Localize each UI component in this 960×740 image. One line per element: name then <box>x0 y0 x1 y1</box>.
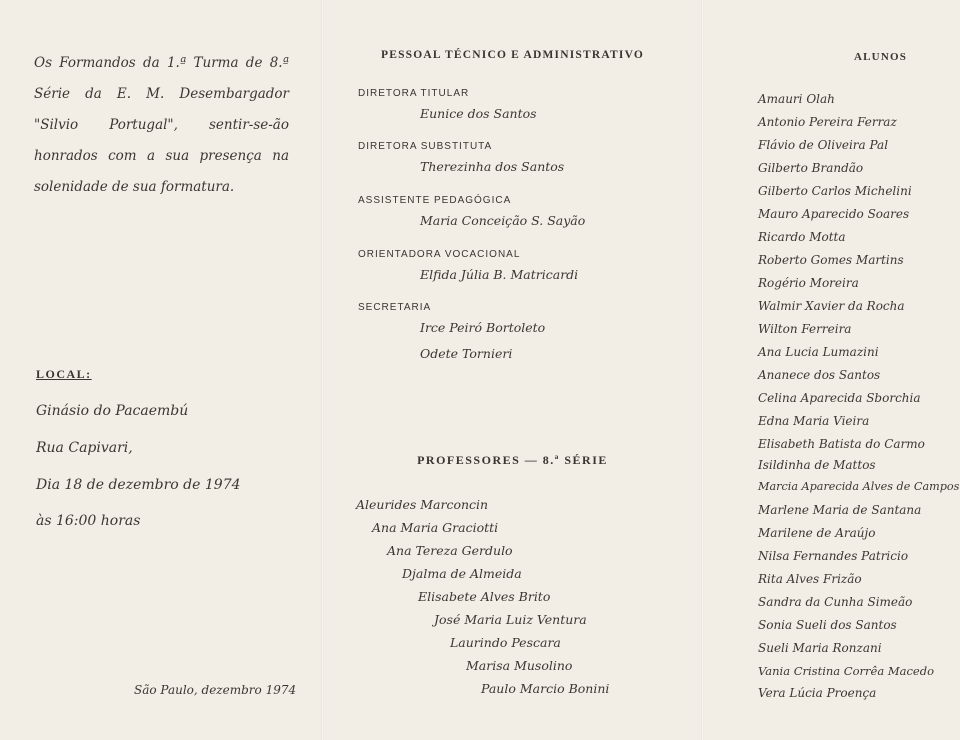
students-heading: ALUNOS <box>854 51 908 63</box>
student-name: Vera Lúcia Proença <box>758 686 877 700</box>
student-name: Amauri Olah <box>758 92 835 106</box>
local-date: Dia 18 de dezembro de 1974 <box>36 477 241 493</box>
student-name: Edna Maria Vieira <box>758 414 870 428</box>
panel-students <box>704 0 960 740</box>
role-label: ORIENTADORA VOCACIONAL <box>358 249 521 260</box>
student-name: Sueli Maria Ronzani <box>758 641 882 655</box>
invitation-text: Os Formandos da 1.ª Turma de 8.ª Série da E. M. Desembargador "Silvio Portugal", sentir-se-ão honrados com a sua presença na solenidade de sua formatura. <box>34 55 289 195</box>
local-street: Rua Capivari, <box>36 440 133 456</box>
student-name: Mauro Aparecido Soares <box>758 207 910 221</box>
professor-name: Ana Maria Graciotti <box>372 520 499 535</box>
student-name: Gilberto Carlos Michelini <box>758 184 912 198</box>
local-label: LOCAL: <box>36 367 92 381</box>
student-name: Nilsa Fernandes Patricio <box>758 549 909 563</box>
staff-name: Maria Conceição S. Sayão <box>420 213 586 228</box>
place-date: São Paulo, dezembro 1974 <box>134 683 297 697</box>
student-name: Marlene Maria de Santana <box>758 503 922 517</box>
professor-name: Laurindo Pescara <box>450 635 561 650</box>
student-name: Gilberto Brandão <box>758 161 864 175</box>
student-name: Marilene de Araújo <box>758 526 876 540</box>
panel-invitation <box>0 0 321 740</box>
professor-name: José Maria Luiz Ventura <box>434 612 587 627</box>
student-name: Rita Alves Frizão <box>758 572 862 586</box>
staff-name: Eunice dos Santos <box>420 106 537 121</box>
professor-name: Paulo Marcio Bonini <box>481 681 610 696</box>
student-name: Isildinha de Mattos <box>758 458 876 472</box>
role-label: DIRETORA SUBSTITUTA <box>358 141 493 152</box>
student-name: Ana Lucia Lumazini <box>758 345 879 359</box>
student-name: Vania Cristina Corrêa Macedo <box>758 664 934 678</box>
local-time: às 16:00 horas <box>36 513 141 529</box>
role-label: ASSISTENTE PEDAGÓGICA <box>358 195 512 206</box>
student-name: Marcia Aparecida Alves de Campos <box>758 480 960 493</box>
professor-name: Marisa Musolino <box>466 658 573 673</box>
student-name: Wilton Ferreira <box>758 322 852 336</box>
staff-name: Odete Tornieri <box>420 346 513 361</box>
staff-name: Irce Peiró Bortoleto <box>420 320 546 335</box>
student-name: Ananece dos Santos <box>758 368 881 382</box>
staff-name: Elfida Júlia B. Matricardi <box>420 267 579 282</box>
student-name: Elisabeth Batista do Carmo <box>758 437 925 451</box>
local-venue: Ginásio do Pacaembú <box>36 403 189 419</box>
student-name: Walmir Xavier da Rocha <box>758 299 905 313</box>
role-label: SECRETARIA <box>358 302 432 313</box>
student-name: Rogério Moreira <box>758 276 859 290</box>
staff-name: Therezinha dos Santos <box>420 159 565 174</box>
staff-heading: PESSOAL TÉCNICO E ADMINISTRATIVO <box>380 49 644 61</box>
professor-name: Elisabete Alves Brito <box>418 589 551 604</box>
professor-name: Djalma de Almeida <box>402 566 522 581</box>
professor-name: Ana Tereza Gerdulo <box>387 543 513 558</box>
student-name: Sandra da Cunha Simeão <box>758 595 913 609</box>
student-name: Flávio de Oliveira Pal <box>758 138 889 152</box>
professors-heading: PROFESSORES — 8.ª SÉRIE <box>417 453 608 467</box>
panel-staff <box>324 0 701 740</box>
student-name: Roberto Gomes Martins <box>758 253 904 267</box>
professor-name: Aleurides Marconcin <box>356 497 489 512</box>
student-name: Celina Aparecida Sborchia <box>758 391 921 405</box>
student-name: Ricardo Motta <box>758 230 846 244</box>
role-label: DIRETORA TITULAR <box>358 88 470 99</box>
student-name: Antonio Pereira Ferraz <box>758 115 897 129</box>
student-name: Sonia Sueli dos Santos <box>758 618 897 632</box>
